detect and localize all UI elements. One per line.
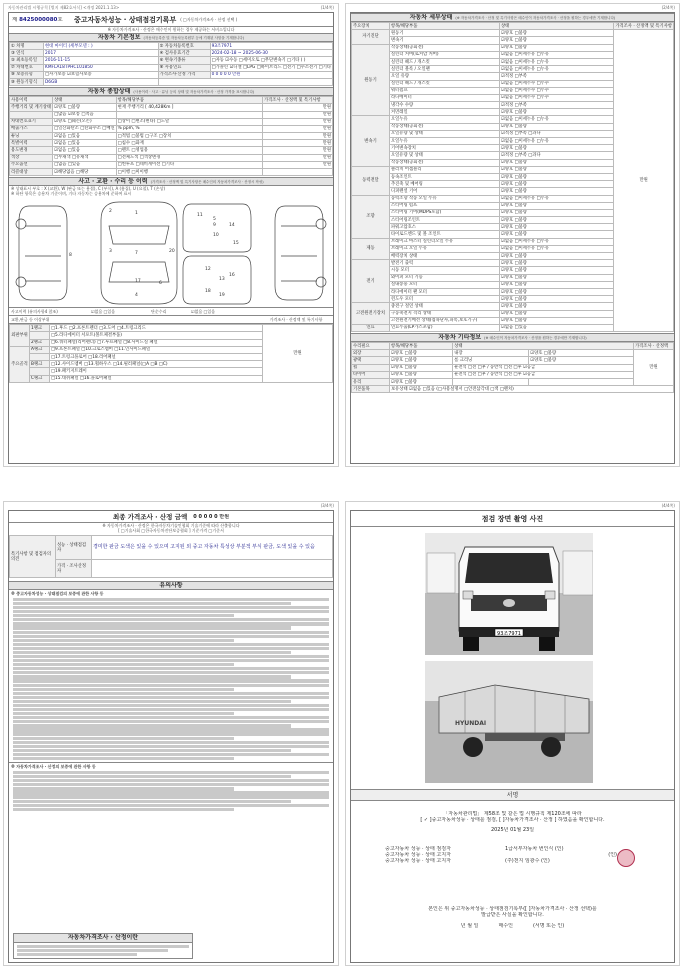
summary-row: 특별이력 ☑없음 □있음 □침수 □화재 만원 [11,140,331,146]
exchange-summary-row: 교환,판금 등 이상부위 가격조사 · 산정액 및 특기사항 [9,316,333,324]
price-estimate: 0 0 0 0 0 만원 [210,71,332,78]
page-1-frame [8,12,334,464]
detail-row: 등속조인트 ☑양호 □불량 [352,173,674,180]
detail-row: 오일유량 및 상태 ☑적정 □부족 □과다 [352,130,674,137]
detail-row: 작동상태(공회전) ☑양호 □불량 [352,159,674,166]
detail-row: 배력장치 상태 ☑양호 □불량 [352,253,674,260]
sign-title: 서명 [351,789,674,801]
accident-note-1: ※ 상태표시 부호 : X (교환), W (판금 또는 용접), C (부식), A (흠집), U (요철), T (손상) [11,186,166,192]
detail-row: 조향 동력조향 작동 오일 누유 ☑없음 □미세누유 □누유 [352,195,674,202]
page-marker: (1/4쪽) [320,5,334,10]
brand-text: HYUNDAI [455,720,487,727]
part-number-label: 13 [219,277,225,283]
title-note: ※ 자동차가격조사 · 산정은 매수인이 원하는 경우 제공하는 서비스입니다 [107,27,235,32]
detail-row: 타이로드엔드 및 볼 조인트 ☑양호 □불량 [352,231,674,238]
page-4 [345,501,680,966]
price-explanation-box: 자동차가격조사 · 산정이란 [13,933,193,959]
other-info-row: 외장 ☑양호 □불량 내장 ☑양호 □불량 만원 [352,350,674,357]
detail-row: 스티어링조인트 ☑양호 □불량 [352,217,674,224]
wheel-icon [316,219,326,229]
inspection-period: 2024-02-18 ~ 2025-06-30 [210,50,332,57]
detail-row: 작동상태(공회전) ☑양호 □불량 [352,123,674,130]
summary-row: 차대번호표기 ☑양호 □훼손(오손) □상이 □변조(변타) □도말 만원 [11,119,331,125]
page-marker: (2/4쪽) [661,5,675,10]
part-number-label: 14 [229,223,235,229]
page-2 [345,3,680,467]
part-number-label: 2 [109,209,112,215]
accident-note-2: ※ 하단 항목은 승용차 기준이며, 기타 자동차는 승용차에 준하여 표시 [11,191,132,197]
detail-row: 커먼레일 ☑양호 □불량 [352,109,674,116]
plate-number: 93조7971 [497,630,521,637]
receipt-text-1: 본인은 위 중고자동차성능 · 상태점검기록부([ ]자동차가격조사 · 산정 선택)를 [428,906,597,912]
basic-info-table: ① 차명 현대 마이티 (세부모델 : ) ② 자동차등록번호 93조7971 ③ 연식 2017 ④ 검사유효기간 2024-02-18 ~ 2025-06-30 ⑤ 최초등록일 2016-11-15 ⑥ 변속기종류 □자동 ☑수동 □세미오토 □무단변속기 □기타 ( ) ⑦ 차대번호 KMFLA18TPHC101850 ⑧ 사용연료 □가솔린 ☑디젤 □LPG □하이브리드 □전기 □수소전기 □기타 ⑨ 보증유형 □자가보증 ☑보험사보증 가격조사·산정 가격 0 0 0 0 0 만원 ⑩ 원동기형식 D6GB [11,43,331,85]
detail-row: 워터펌프 ☑없음 □미세누수 □누수 [352,87,674,94]
summary-row: 주행거리 및 계기상태 ☑양호 □불량 현재 주행거리 [ 40,428Km ] 만원 [11,104,331,110]
detail-row: 제동 브레이크 마스터 실린더오일 누유 ☑없음 □미세누유 □누유 [352,238,674,245]
part-number-label: 7 [135,251,138,257]
detail-row: 실린더 헤드 / 개스킷 ☑없음 □미세누유 □누유 [352,58,674,65]
model-year: 2017 [44,50,159,57]
part-number-label: 19 [219,293,225,299]
final-price-note: ※ 자동차가격조사 · 산정은 한국자동차기술인협회 기술기준에 따라 산출합니다 [102,523,240,528]
sign-block [351,811,674,833]
document-title: 중고자동차성능 · 상태점검기록부 [74,15,177,24]
detail-row: 스티어링 펌프 ☑양호 □불량 [352,202,674,209]
law-text-1: 「자동차관리법」 제58조 및 같은 법 시행규칙 제120조에 따라 [443,811,582,817]
summary-row: 리콜대상 ☑해당없음 □해당 □이행 □미이행 [10,169,333,176]
page-3-frame [8,510,334,963]
part-number-label: 16 [229,273,235,279]
part-number-label: 3 [109,249,112,255]
final-price-amount: 0 0 0 0 0 만원 [193,513,230,520]
accident-band: 사고 · 교환 · 수리 등 이력 (가격조사 · 산정액 및 특기사항은 매수인의 자동차가격조사 · 산정시 작성) [9,177,333,186]
page-2-header [346,4,679,11]
page-1 [3,3,339,467]
page-2-frame [350,12,675,464]
page-1-header [4,4,338,11]
special-notes-text: 경미한 판금 도색은 있을 수 있으며 고지된 외 중고 자동차 특성상 부분적 부식 판금, 도색 있을 수 있음 [92,536,333,560]
wheel-icon [463,737,483,757]
rankC-parts: □15.대쉬패널 □16.플로어패널 [50,375,263,382]
doc-number: 제 8425000080호 [12,16,63,23]
detail-row: 전기 발전기 출력 ☑양호 □불량 [352,260,674,267]
detail-band: 자동차 세부상태 (※ 자동차가격조사 · 산정 및 특기사항은 매수인이 자동차가격조사 · 산정을 원하는 경우에만 기재합니다) [351,13,674,22]
photo-title: 점검 장면 촬영 사진 [351,511,674,527]
simple-repair-value: ☑없음 □있음 [191,309,216,315]
part-number-label: 5 [213,217,216,223]
car-panels-right [281,226,317,281]
part-number-label: 17 [135,279,141,285]
notes-heading-2: ※ 자동차가격조사 · 산정의 보증에 관한 사항 등 [9,762,333,770]
rankA-parts: □9.프론트패널 □10.크로스멤버 □11.인사이드패널 [50,346,263,353]
summary-row: 주요옵션 □없음 □있음 □썬루프 □네비게이션 □기타 만원 [11,162,331,168]
accident-history-row: 사고이력 (유의사항4 참조) ☑없음 □있음 단순수리 ☑없음 □있음 [9,308,333,316]
detail-row: 라디에이터 팬 모터 ☑양호 □불량 [352,288,674,295]
special-notes-table: 특기사항 및 점검자의 의견 성능 · 상태점검자 경미한 판금 도색은 있을 수 있으며 고지된 외 중고 자동차 특성상 부분적 부식 판금, 도색 있을 수 있음 가격 · 조사산정자 [9,535,333,578]
first-registration: 2016-11-15 [44,57,159,64]
wheel-icon [16,219,26,229]
detail-row: 냉각수 수량 ☑적정 □부족 [352,102,674,109]
summary-row: □많음 ☑보통 □적음 만원 [10,111,333,118]
other-info-row: 광택 ☑양호 □불량 룸 크리닝 ☑양호 □불량 [352,357,674,364]
seal-stamp-icon [617,849,635,867]
detail-row: 실린더 블록 / 오일팬 ☑없음 □미세누유 □누유 [352,66,674,73]
issue-date: 2025년 01월 23일 [490,827,535,833]
detail-row: 변속기 오일누유 ☑없음 □미세누유 □누유 [352,116,674,123]
page-3-header [4,502,338,509]
other-info-table: 수리필요 항목/해당부품 상태 가격조사 · 산정액 외장 ☑양호 □불량 내장 ☑양호 □불량 만원 광택 ☑양호 □불량 룸 크리닝 ☑양호 □불량 휠 ☑양호 □불량 운전석 □전 □후 / 동반석 □전 □후 ☑응급 타이어 ☑양호 □불량 운전석 □전 □후 / 동반석 □전 □후 ☑응급 유리 ☑양호 □불량 기본품목 보유상태 ☑없음 □있음 (□사용설명서 □안전삼각대 □잭 □렌치) [351,342,674,393]
part-number-label: 12 [205,267,211,273]
detail-row: 디퍼렌셜 기어 ☑양호 □불량 [352,188,674,195]
detail-row: 동력전달 클러치 어셈블리 ☑양호 □불량 [352,166,674,173]
engine-type: D6GB [44,78,159,85]
rankB-parts: □12.사이드멤버 □13.휠하우스 □14.필러패널(□A □B □C) [50,361,263,368]
summary-band: 자동차 종합상태 (사용이력 · 사고 · 튜닝 등의 상태 및 자동차가격조사 · 산정 가격을 표시합니다) [9,87,333,96]
warranty-options: □자가보증 ☑보험사보증 [44,71,159,78]
final-price-title: 최종 가격조사 · 산정 금액 [112,513,188,521]
detail-row: 라디에이터 ☑없음 □미세누수 □누수 [352,94,674,101]
car-outline-front [183,204,251,252]
receipt-text-2: 발급받은 사실을 확인합니다. [481,912,544,918]
rank1-parts-b: □5.라디에이터 서포트(볼트체결부품) [50,332,263,339]
detail-row: 추진축 및 베어링 ☑양호 □불량 [352,181,674,188]
detail-row: 실린더 커버(로커암 커버) ☑없음 □미세누유 □누유 [352,51,674,58]
car-outline-rear [183,256,251,304]
detail-table: 주요장치 항목/해당부품 상태 가격조사 · 산정액 및 특기사항 자기진단 원동기 ☑양호 □불량 만원 변속기 ☑양호 □불량 원동기 작동상태(공회전) ☑양호 □불량 실린더 커버(로커암 커버) ☑없음 □미세누유 □누유 실린더 헤드 / 개스킷 ☑없음 □미세누유 □누유 실린더 블록 / 오일팬 ☑없음 □미세누유 □누유 오일 유량 ☑적정 □부족 실린더 헤드 / 개스킷 ☑없음 □미세누수 □누수 워터펌프 ☑없음 □미세누수 □누수 라디에이터 ☑없음 □미세누수 □누수 냉각수 수량 ☑적정 □부족 커먼레일 ☑양호 □불량 변속기 오일누유 ☑없음 □미세누유 □누유 작동상태(공회전) ☑양호 □불량 오일유량 및 상태 ☑적정 □부족 □과다 오일누유 ☑없음 □미세누유 □누유 기어변속장치 ☑양호 □불량 오일유량 및 상태 ☑적정 □부족 □과다 작동상태(공회전) ☑양호 □불량 동력전달 클러치 어셈블리 ☑양호 □불량 등속조인트 ☑양호 □불량 추진축 및 베어링 ☑양호 □불량 디퍼렌셜 기어 ☑양호 □불량 조향 동력조향 작동 오일 누유 ☑없음 □미세누유 □누유 스티어링 펌프 ☑양호 □불량 스티어링 기어(MDPS포함) ☑양호 □불량 스티어링조인트 ☑양호 □불량 파워고압호스 ☑양호 □불량 타이로드엔드 및 볼 조인트 ☑양호 □불량 제동 브레이크 마스터 실린더오일 누유 ☑없음 □미세누유 □누유 브레이크 오일 누유 ☑없음 □미세누유 □누유 배력장치 상태 ☑양호 □불량 전기 발전기 출력 ☑양호 □불량 시동 모터 ☑양호 □불량 와이퍼 모터 기능 ☑양호 □불량 실내송풍 모터 ☑양호 □불량 라디에이터 팬 모터 ☑양호 □불량 윈도우 모터 ☑양호 □불량 고전원전기장치 충전구 절연 상태 ☑양호 □불량 구동축전지 격리 상태 ☑양호 □불량 고전원전기배선 상태(접속단자,피복,보호기구) ☑양호 □불량 연료 연료누출(LP가스포함) ☑없음 □있음 [353,23,672,331]
detail-row: 변속기 ☑양호 □불량 [352,37,674,44]
part-number-label: 1 [135,211,138,217]
summary-row: 색상 □무채색 □유채색 □전체도색 □색상변경 만원 [11,155,331,161]
signers: 중고자동차 성능 · 상태 점검자 1급서부자동차 번인식 (인) 중고자동차 성능 · 상태 고지자 (인) 중고자동차 성능 · 상태 고지자 (주)천지 임광수 (인) [385,846,617,864]
basic-items-value: 보유상태 ☑없음 □있음 (□사용설명서 □안전삼각대 □잭 □렌치) [390,386,674,393]
summary-row: 튜닝 ☑없음 □있음 □적법 □불법 □구조 □장치 만원 [11,133,331,139]
car-diagram [9,196,334,308]
truck-front-image [425,533,593,655]
summary-row: 용도변경 ☑없음 □있음 □렌트 □영업용 만원 [11,148,331,154]
detail-row: 스티어링 기어(MDPS포함) ☑양호 □불량 [352,209,674,216]
signer-1: 1급서부자동차 번인식 (인) [505,846,564,852]
detail-row: 실내송풍 모터 ☑양호 □불량 [352,281,674,288]
part-number-label: 6 [159,281,162,287]
detail-row: 파워고압호스 ☑양호 □불량 [352,224,674,231]
receipt-block [351,906,674,929]
title-row [9,13,333,27]
detail-row: 윈도우 모터 ☑양호 □불량 [352,296,674,303]
rank-table: 외판부위 1랭크 □1.후드 □2.프론트펜더 □3.도어 □4.트렁크리드 만원 □5.라디에이터 서포트(볼트체결부품) 2랭크 □6.쿼터패널(리어펜더) □7.루프패널 □8.사이드실 패널 주요골격 A랭크 □9.프론트패널 □10.크로스멤버 □11.인사이드패널 □17.트렁크플로어 □18.리어패널 B랭크 □12.사이드멤버 □13.휠하우스 □14.필러패널(□A □B □C) □19.패키지트레이 C랭크 □15.대쉬패널 □16.플로어패널 [9,324,333,383]
title-options: ( □자동차가격조사 · 산정 선택 ) [180,17,238,22]
detail-row: 와이퍼 모터 기능 ☑양호 □불량 [352,274,674,281]
part-number-label: 15 [233,241,239,247]
car-outline-top [101,202,177,304]
rear-photo [425,661,593,783]
detail-row: 고전원전기배선 상태(접속단자,피복,보호기구) ☑양호 □불량 [352,317,674,324]
car-outline-right [275,206,323,300]
detail-row: 기어변속장치 ☑양호 □불량 [352,145,674,152]
detail-row: 오일유량 및 상태 ☑적정 □부족 □과다 [352,152,674,159]
rankA-parts-b: □17.트렁크플로어 □18.리어패널 [50,353,263,360]
car-windows-top [109,226,169,285]
law-text-2: [ ✓ ]중고자동차성능 · 상태를 점검, [ ]자동차가격조사 · 산정 ] 하였음을 확인합니다. [420,817,605,823]
transmission-options: □자동 ☑수동 □세미오토 □무단변속기 □기타 ( ) [210,57,332,64]
windshield [465,553,553,583]
page-4-frame [350,510,675,963]
notes-band: 유의사항 [9,581,333,590]
part-number-label: 10 [213,233,219,239]
other-info-row: 타이어 ☑양호 □불량 운전석 □전 □후 / 동반석 □전 □후 ☑응급 [352,371,674,378]
receipt-who: 매수인 [498,923,513,929]
final-price-row [9,511,333,523]
wheel-icon [16,277,26,287]
notes-body-2 [9,771,333,811]
summary-row: 배출가스 □일산화탄소 □탄화수소 □매연 % ppm, % 만원 [11,126,331,132]
other-info-row: 휠 ☑양호 □불량 운전석 □전 □후 / 동반석 □전 □후 ☑응급 [352,364,674,371]
part-number-label: 4 [135,293,138,299]
vin: KMFLA18TPHC101850 [44,64,159,71]
other-info-row: 유리 ☑양호 □불량 [352,379,674,386]
notes-heading-1: ※ 중고자동차성능 · 상태점검의 보증에 관한 사항 등 [11,591,104,596]
rank1-parts: □1.후드 □2.프론트펜더 □3.도어 □4.트렁크리드 [50,325,263,332]
truck-rear-image [425,661,593,783]
detail-row: 브레이크 오일 누유 ☑없음 □미세누유 □누유 [352,245,674,252]
detail-row: 구동축전지 격리 상태 ☑양호 □불량 [352,310,674,317]
detail-row: 연료 연료누출(LP가스포함) ☑없음 □있음 [352,324,674,331]
summary-table: 사용이력 상태 항목/해당부품 가격조사 · 산정액 및 특기사항 주행거리 및 계기상태 ☑양호 □불량 현재 주행거리 [ 40,428Km ] 만원 □많음 ☑보통 □적음 만원 차대번호표기 ☑양호 □훼손(오손) □상이 □변조(변타) □도말 만원 배출가스 □일산화탄소 □탄화수소 □매연 % ppm, % 만원 튜닝 ☑없음 □있음 □적법 □불법 □구조 □장치 만원 특별이력 ☑없음 □있음 □침수 □화재 만원 용도변경 ☑없음 □있음 □렌트 □영업용 만원 색상 □무채색 □유채색 □전체도색 □색상변경 만원 주요옵션 □없음 □있음 □썬루프 □네비게이션 □기타 만원 리콜대상 ☑해당없음 □해당 □이행 □미이행 [11,97,331,175]
part-number-label: 11 [197,213,203,219]
car-outline-left [19,206,67,300]
detail-row: 오일누유 ☑없음 □미세누유 □누유 [352,138,674,145]
receipt-sign: (서명 또는 인) [532,923,565,929]
car-name: 현대 마이티 (세부모델 : ) [44,43,159,50]
detail-row: 원동기 작동상태(공회전) ☑양호 □불량 [352,44,674,51]
part-number-label: 9 [213,223,216,229]
receipt-date: 년 월 일 [460,923,479,929]
rank2-parts: □6.쿼터패널(리어펜더) □7.루프패널 □8.사이드실 패널 [50,339,263,346]
detail-row: 시동 모터 ☑양호 □불량 [352,267,674,274]
page-marker: (4/4쪽) [661,503,675,508]
accident-history-value: ☑없음 □있음 [91,309,116,315]
wheel-icon [541,737,561,757]
page-marker: (3/4쪽) [320,503,334,508]
detail-row: 오일 유량 ☑적정 □부족 [352,73,674,80]
car-panels-left [25,226,61,281]
part-number-label: 20 [169,249,175,255]
part-number-label: 18 [205,289,211,295]
detail-row: 고전원전기장치 충전구 절연 상태 ☑양호 □불량 [352,303,674,310]
part-number-label: 8 [69,253,72,259]
wheel-icon [316,277,326,287]
front-photo [425,533,593,655]
notes-body-1 [9,598,333,760]
page-4-header [346,502,679,509]
reg-number: 93조7971 [210,43,332,50]
detail-row: 실린더 헤드 / 개스킷 ☑없음 □미세누수 □누수 [352,80,674,87]
signer-3: (주)천지 임광수 (인) [505,858,550,864]
page-3 [3,501,339,966]
detail-row: 자기진단 원동기 ☑양호 □불량 만원 [352,30,674,37]
car-diagram-area [9,196,333,308]
signer-2: (인) [608,852,617,858]
final-price-options: [ □기술사회 □한국자동차진단보증협회 ] 기준가격 □기준서 [118,528,224,533]
rankB-parts-b: □19.패키지트레이 [50,368,263,375]
fuel-options: □가솔린 ☑디젤 □LPG □하이브리드 □전기 □수소전기 □기타 [211,65,331,71]
other-info-band: 자동차 기타정보 (※ 매수인이 자동차가격조사 · 산정을 원하는 경우에만 기재합니다) [351,333,674,342]
brand-logo-icon [503,599,515,607]
form-number: 자동차관리법 시행규칙 [별지 제82호서식] <개정 2021.1.13> [8,5,120,10]
basic-info-band: 자동차 기본정보 (자동차등록증 및 자동차등록원부 등에 기재된 사항을 기재합니다) [9,33,333,42]
